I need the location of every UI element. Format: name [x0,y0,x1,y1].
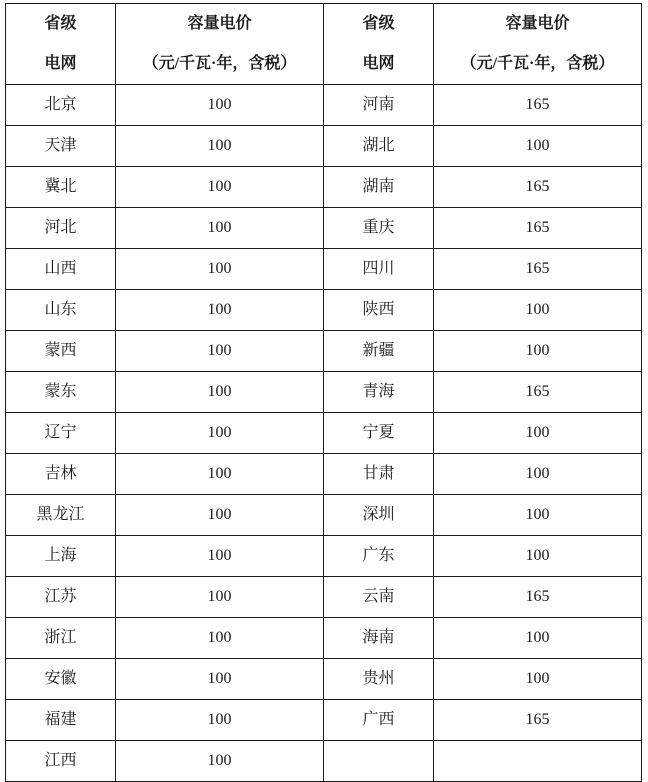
province-cell: 山西 [6,249,116,290]
price-cell: 100 [434,454,642,495]
price-cell: 100 [116,208,324,249]
table-row [6,700,642,741]
table-row [6,413,642,454]
province-cell: 四川 [324,249,434,290]
table-row [6,167,642,208]
province-cell: 海南 [324,618,434,659]
price-cell: 165 [434,700,642,741]
province-cell: 新疆 [324,331,434,372]
price-cell: 100 [116,577,324,618]
capacity-price-table [5,3,642,782]
province-cell: 福建 [6,700,116,741]
table-row [6,126,642,167]
table-row [6,290,642,331]
table-row [6,454,642,495]
header-price-right-line2: （元/千瓦·年，含税） [434,44,642,85]
province-cell: 深圳 [324,495,434,536]
province-cell: 河北 [6,208,116,249]
province-cell: 甘肃 [324,454,434,495]
price-cell: 100 [116,249,324,290]
province-cell: 蒙西 [6,331,116,372]
table-body [6,4,642,782]
province-cell: 山东 [6,290,116,331]
province-cell: 安徽 [6,659,116,700]
province-cell: 浙江 [6,618,116,659]
province-cell: 蒙东 [6,372,116,413]
price-cell: 100 [116,454,324,495]
table-header-row-top [6,4,642,45]
table-row [6,372,642,413]
table-row [6,741,642,782]
price-cell: 100 [434,659,642,700]
province-cell: 广东 [324,536,434,577]
header-province-right-line2: 电网 [324,44,434,85]
header-province-right-line1: 省级 [324,4,434,45]
price-cell: 165 [434,577,642,618]
province-cell: 湖北 [324,126,434,167]
header-province-left-line1: 省级 [6,4,116,45]
price-cell: 100 [116,700,324,741]
table-row [6,208,642,249]
price-cell: 100 [116,85,324,126]
province-cell: 天津 [6,126,116,167]
price-cell: 100 [116,167,324,208]
province-cell: 辽宁 [6,413,116,454]
province-cell: 上海 [6,536,116,577]
price-cell: 165 [434,372,642,413]
province-cell: 吉林 [6,454,116,495]
table-row [6,577,642,618]
price-cell: 100 [434,331,642,372]
empty-cell [434,741,642,782]
price-cell: 100 [116,495,324,536]
price-cell: 100 [116,659,324,700]
price-cell: 100 [116,536,324,577]
table-row [6,659,642,700]
province-cell: 宁夏 [324,413,434,454]
price-cell: 100 [434,618,642,659]
price-cell: 100 [434,290,642,331]
price-cell: 100 [434,495,642,536]
price-cell: 100 [116,126,324,167]
table-row [6,249,642,290]
price-cell: 100 [116,413,324,454]
table-row [6,618,642,659]
price-cell: 100 [116,372,324,413]
province-cell: 重庆 [324,208,434,249]
price-cell: 100 [434,126,642,167]
price-cell: 165 [434,249,642,290]
province-cell: 江苏 [6,577,116,618]
province-cell: 河南 [324,85,434,126]
province-cell: 云南 [324,577,434,618]
province-cell: 冀北 [6,167,116,208]
province-cell: 青海 [324,372,434,413]
price-cell: 100 [434,413,642,454]
document-page [0,3,648,769]
empty-cell [324,741,434,782]
header-price-left-line2: （元/千瓦·年，含税） [116,44,324,85]
header-province-left-line2: 电网 [6,44,116,85]
price-cell: 100 [116,290,324,331]
price-cell: 100 [116,741,324,782]
price-cell: 165 [434,85,642,126]
province-cell: 陕西 [324,290,434,331]
price-cell: 100 [116,618,324,659]
province-cell: 广西 [324,700,434,741]
table-row [6,331,642,372]
province-cell: 贵州 [324,659,434,700]
table-row [6,495,642,536]
province-cell: 北京 [6,85,116,126]
table-row [6,85,642,126]
province-cell: 黑龙江 [6,495,116,536]
table-header-row-bottom [6,44,642,85]
header-price-right-line1: 容量电价 [434,4,642,45]
province-cell: 江西 [6,741,116,782]
province-cell: 湖南 [324,167,434,208]
table-row [6,536,642,577]
price-cell: 100 [116,331,324,372]
header-price-left-line1: 容量电价 [116,4,324,45]
price-cell: 165 [434,167,642,208]
price-cell: 100 [434,536,642,577]
price-cell: 165 [434,208,642,249]
